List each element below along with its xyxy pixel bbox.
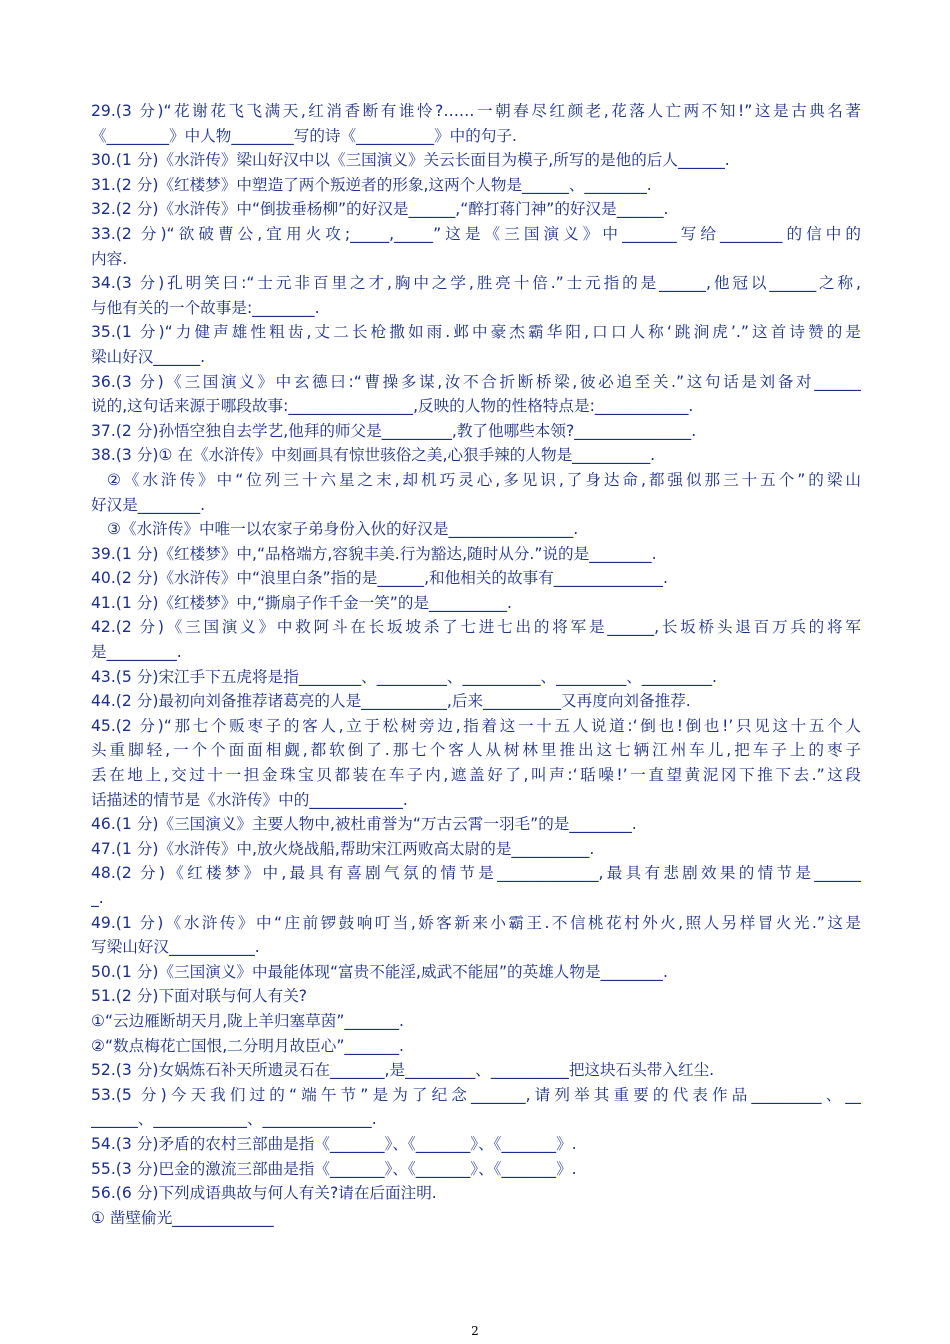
text-line: 44.(2 分)最初向刘备推荐诸葛亮的人是___________,后来__________又再度向刘备推荐.	[91, 692, 691, 711]
text-line: 好汉是________.	[91, 495, 206, 514]
text-line: 42.(2 分)《三国演义》中救阿斗在长坂坡杀了七进七出的将军是______,长坂桥头退百万兵的将军	[91, 618, 861, 637]
text-line: 36.(3 分)《三国演义》中玄德曰:“曹操多谋,汝不合折断桥梁,彼必追至关.”这句话是刘备对______	[91, 372, 861, 391]
page-number: 2	[471, 1324, 479, 1338]
text-line: _.	[91, 889, 104, 907]
text-line: 29.(3 分)“花谢花飞飞满天,红消香断有谁怜?……一朝春尽红颜老,花落人亡两不知!”这是古典名著	[91, 102, 861, 120]
text-line: ①“云边雁断胡天月,陇上羊归塞草茵”_______.	[91, 1011, 404, 1030]
text-line: ① 凿壁偷光_____________	[91, 1208, 274, 1227]
text-line: 梁山好汉______.	[91, 347, 206, 366]
text-line: 37.(2 分)孙悟空独自去学艺,他拜的师父是_________,教了他哪些本领?_______________.	[91, 421, 697, 440]
text-line: 52.(3 分)女娲炼石补天所遗灵石在_______,是_________、__________把这块石头带入红尘.	[91, 1061, 715, 1080]
text-line: 35.(1 分)“力健声雄性粗齿,丈二长枪撒如雨.邺中豪杰霸华阳,口口人称‘跳涧虎’.”这首诗赞的是	[91, 323, 861, 342]
text-line: 说的,这句话来源于哪段故事:________________,反映的人物的性格特点是:____________.	[91, 397, 694, 416]
text-line: 写梁山好汉___________.	[91, 938, 260, 957]
text-line: 33.(2 分)“欲破曹公,宜用火攻;_____,_____”这是《三国演义》中_______写给________的信中的	[91, 224, 861, 243]
text-line: ______、____________、______________.	[91, 1110, 377, 1129]
text-line: 是_________.	[91, 643, 182, 662]
text-line: 55.(3 分)巴金的激流三部曲是指《_______》、《_______》、《_______》.	[91, 1159, 577, 1178]
text-line: 54.(3 分)矛盾的农村三部曲是指《_______》、《_______》、《_______》.	[91, 1134, 577, 1153]
text-line: 41.(1 分)《红楼梦》中,“撕扇子作千金一笑”的是__________.	[91, 593, 512, 612]
text-line: 40.(2 分)《水浒传》中“浪里白条”指的是______,和他相关的故事有______________.	[91, 569, 668, 588]
text-line: 48.(2 分)《红楼梦》中,最具有喜剧气氛的情节是_____________,最具有悲剧效果的情节是______	[91, 864, 861, 883]
text-line: ②“数点梅花亡国恨,二分明月故臣心”_______.	[91, 1036, 404, 1055]
text-line: ③《水浒传》中唯一以农家子弟身份入伙的好汉是________________.	[107, 520, 579, 539]
text-line: 32.(2 分)《水浒传》中“倒拔垂杨柳”的好汉是______,“醉打蒋门神”的好汉是______.	[91, 200, 669, 219]
text-line: 30.(1 分)《水浒传》梁山好汉中以《三国演义》关云长面目为模子,所写的是他的后人______.	[91, 151, 730, 170]
text-line: 内容.	[91, 249, 128, 268]
text-line: 31.(2 分)《红楼梦》中塑造了两个叛逆者的形象,这两个人物是______、________.	[91, 175, 652, 194]
text-line: 46.(1 分)《三国演义》主要人物中,被杜甫誉为“万古云霄一羽毛”的是________.	[91, 815, 637, 834]
text-line: 50.(1 分)《三国演义》中最能体现“富贵不能淫,威武不能屈”的英雄人物是________.	[91, 962, 668, 981]
text-line: 39.(1 分)《红楼梦》中,“品格端方,容貌丰美.行为豁达,随时从分.”说的是________.	[91, 544, 657, 563]
text-line: 38.(3 分)① 在《水浒传》中刻画具有惊世骇俗之美,心狠手辣的人物是__________.	[91, 446, 656, 465]
text-line: 53.(5 分)今天我们过的“端午节”是为了纪念_______,请列举其重要的代表作品_________、__	[91, 1085, 861, 1104]
text-line: 51.(2 分)下面对联与何人有关?	[91, 987, 308, 1006]
text-line: 丢在地上,交过十一担金珠宝贝都装在车子内,遮盖好了,叫声:‘聒噪!’一直望黄泥冈下推下去.”这段	[91, 766, 861, 785]
text-line: 与他有关的一个故事是:________.	[91, 298, 320, 317]
text-line: 56.(6 分)下列成语典故与何人有关?请在后面注明.	[91, 1184, 437, 1203]
text-line: 话描述的情节是《水浒传》中的____________.	[91, 790, 408, 809]
text-line: 43.(5 分)宋江手下五虎将是指________、_________、__________、_________、_________.	[91, 667, 717, 686]
text-line: 34.(3 分)孔明笑曰:“士元非百里之才,胸中之学,胜亮十倍.”士元指的是______,他冠以______之称,	[91, 274, 861, 293]
text-line: 《________》中人物________写的诗《__________》中的句子.	[91, 126, 517, 145]
text-line: 头重脚轻,一个个面面相觑,都软倒了.那七个客人从树林里推出这七辆江州车儿,把车子上的枣子	[91, 741, 861, 760]
text-line: ②《水浒传》中“位列三十六星之末,却机巧灵心,多见识,了身达命,都强似那三十五个”的梁山	[107, 470, 861, 489]
text-line: 45.(2 分)“那七个贩枣子的客人,立于松树旁边,指着这一十五人说道:‘倒也!倒也!’只见这十五个人	[91, 716, 861, 735]
question-list	[91, 99, 861, 1230]
text-line: 49.(1 分)《水浒传》中“庄前锣鼓响叮当,娇客新来小霸王.不信桃花村外火,照人另样冒火光.”这是	[91, 913, 861, 932]
text-line: 47.(1 分)《水浒传》中,放火烧战船,帮助宋江两败高太尉的是__________.	[91, 839, 595, 858]
